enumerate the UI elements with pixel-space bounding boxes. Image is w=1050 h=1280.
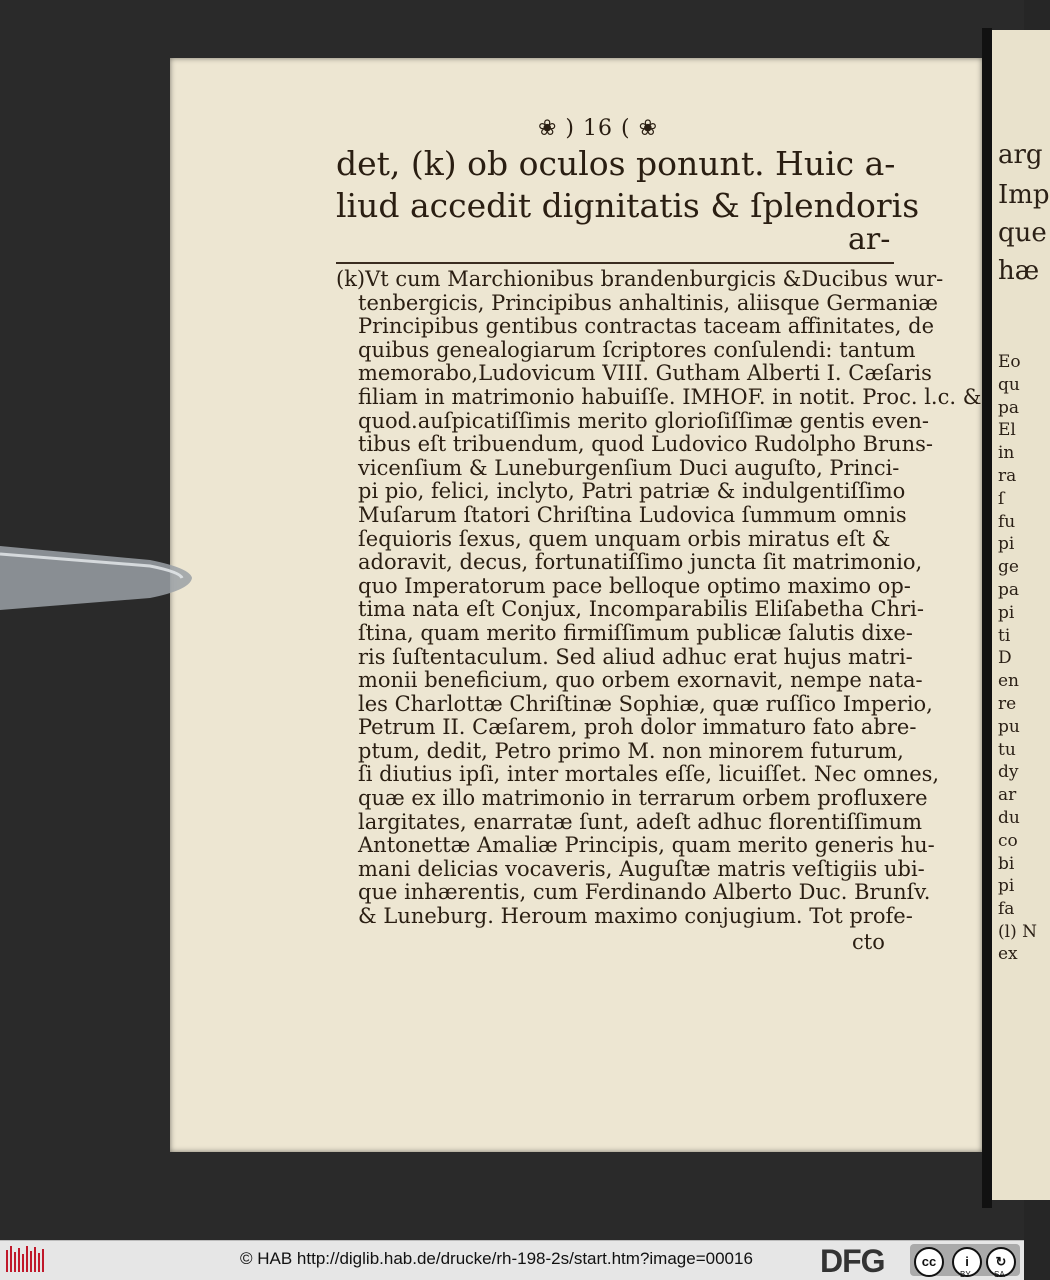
- sa-label: SA: [994, 1270, 1005, 1279]
- right-page-fragment: fa: [998, 899, 1015, 920]
- right-page-fragment: pa: [998, 580, 1020, 600]
- footer-bar: [0, 1240, 1024, 1280]
- footnote-line: ptum, dedit, Petro primo M. non minorem futurum,: [358, 738, 904, 763]
- footnote-line: quæ ex illo matrimonio in terrarum orbem profluxere: [358, 786, 928, 811]
- main-text: [336, 143, 920, 227]
- sa-icon: ↻: [986, 1247, 1016, 1277]
- barcode-logo-icon: [6, 1246, 46, 1274]
- right-page-fragment: Imp: [998, 180, 1050, 210]
- footnote-line: Principibus gentibus contractas taceam affinitates, de: [358, 314, 935, 339]
- right-page-fragment: dy: [998, 762, 1019, 783]
- right-page-fragment: qu: [998, 374, 1020, 395]
- page-header: ❀ ) 16 ( ❀: [538, 116, 658, 141]
- footnote-line: ſtina, quam merito firmiſſimum publicæ ſalutis dixe-: [358, 620, 913, 645]
- right-page-fragment: pi: [998, 534, 1015, 555]
- main-catchword: ar-: [848, 222, 891, 257]
- footnote-line: Muſarum ſtatori Chriſtina Ludovica ſummum omnis: [358, 502, 907, 527]
- gutter-shadow: [982, 28, 992, 1208]
- page-clip-icon: [0, 528, 200, 618]
- dfg-logo: DFG: [820, 1243, 885, 1279]
- footnote-line: ris ſuſtentaculum. Sed aliud adhuc erat hujus matri-: [358, 644, 913, 669]
- right-page-fragment: du: [998, 808, 1020, 828]
- by-label: BY: [960, 1270, 971, 1279]
- right-page-fragment: pu: [998, 716, 1020, 737]
- footnote-line: vicenſium & Luneburgenſium Duci auguſto, Princi-: [358, 455, 900, 480]
- footnote-line: largitates, enarratæ ſunt, adeſt adhuc florentiſſimum: [358, 809, 923, 834]
- right-page-fragment: (l) N: [998, 922, 1037, 942]
- right-page-fragment: que: [998, 218, 1047, 248]
- right-page-fragment: ra: [998, 466, 1017, 486]
- right-page-fragment: ex: [998, 944, 1018, 964]
- cc-icon: cc: [914, 1247, 944, 1277]
- right-page-fragment: pi: [998, 876, 1015, 897]
- footnote-line: pi pio, felici, inclyto, Patri patriæ & indulgentiſſimo: [358, 479, 906, 504]
- footnote-line: Antonettæ Amaliæ Principis, quam merito generis hu-: [358, 833, 935, 858]
- footnote-line: filiam in matrimonio habuiſſe. IMHOF. in notit. Proc. l.c. &: [358, 384, 982, 409]
- footnote-line: mani delicias vocaveris, Auguſtæ matris veſtigiis ubi-: [358, 856, 925, 881]
- footnote-line: que inhærentis, cum Ferdinando Alberto Duc. Brunſv.: [358, 880, 931, 905]
- right-page-fragment: D: [998, 648, 1012, 669]
- footnote-line: les Charlottæ Chriſtinæ Sophiæ, quæ ruſſico Imperio,: [358, 691, 933, 716]
- right-page-fragment: fu: [998, 511, 1016, 532]
- cc-license-badge[interactable]: [910, 1244, 1020, 1279]
- footnote-line: quod.auſpicatiſſimis merito glorioſiſſimæ gentis even-: [358, 408, 929, 433]
- footnote-line: & Luneburg. Heroum maximo conjugium. Tot profe-: [358, 904, 913, 929]
- footnote-line: quibus genealogiarum ſcriptores conſulendi: tantum: [358, 337, 916, 362]
- footnote-line: tenbergicis, Principibus anhaltinis, aliisque Germaniæ: [358, 290, 939, 315]
- by-icon: i: [952, 1247, 982, 1277]
- right-page-fragment: en: [998, 671, 1020, 692]
- right-page-fragment: El: [998, 420, 1016, 441]
- right-page-fragment: bi: [998, 853, 1015, 874]
- footnote-text: [336, 267, 982, 929]
- right-page-fragment: tu: [998, 739, 1016, 760]
- footnote-line: ſequioris ſexus, quem unquam orbis miratus eſt &: [358, 526, 891, 551]
- right-page-fragment: re: [998, 694, 1017, 714]
- footnote-line: ſi diutius ipſi, inter mortales eſſe, licuiſſet. Nec omnes,: [358, 762, 940, 787]
- right-page-fragment: ſ: [998, 488, 1005, 509]
- footnote-line: quo Imperatorum pace belloque optimo maximo op-: [358, 573, 911, 598]
- footnote-line: monii beneficium, quo orbem exornavit, nempe nata-: [358, 668, 923, 693]
- right-page-fragment: pa: [998, 397, 1020, 418]
- right-page-fragment: hæ: [998, 256, 1040, 286]
- footnote-line: tima nata eſt Conjux, Incomparabilis Eliſabetha Chri-: [358, 597, 924, 622]
- right-page-fragment: arg: [998, 140, 1043, 170]
- footnote-line: Petrum II. Cæſarem, proh dolor immaturo fato abre-: [358, 715, 917, 740]
- right-page-fragment: Eo: [998, 352, 1021, 372]
- right-page-fragment: ar: [998, 785, 1017, 806]
- footnote-line: (k)Vt cum Marchionibus brandenburgicis &Ducibus wur-: [336, 267, 944, 291]
- credit-link[interactable]: © HAB http://diglib.hab.de/drucke/rh-198-2s/start.htm?image=00016: [240, 1249, 753, 1268]
- footnote-line: tibus eſt tribuendum, quod Ludovico Rudolpho Bruns-: [358, 432, 933, 457]
- right-page-fragment: in: [998, 443, 1015, 464]
- footnote-line: memorabo,Ludovicum VIII. Gutham Alberti I. Cæſaris: [358, 361, 932, 386]
- right-page-fragment: pi: [998, 602, 1015, 623]
- main-line: det, (k) ob oculos ponunt. Huic a-: [336, 144, 896, 183]
- right-page-fragment: ge: [998, 557, 1019, 578]
- footnote-rule: [336, 262, 894, 264]
- right-page-fragment: co: [998, 830, 1018, 851]
- footnote-catchword: cto: [852, 930, 885, 954]
- right-page-fragment: ti: [998, 625, 1011, 646]
- footnote-line: adoravit, decus, fortunatiſſimo juncta ſit matrimonio,: [358, 550, 923, 575]
- main-line: liud accedit dignitatis & ſplendoris: [336, 186, 920, 225]
